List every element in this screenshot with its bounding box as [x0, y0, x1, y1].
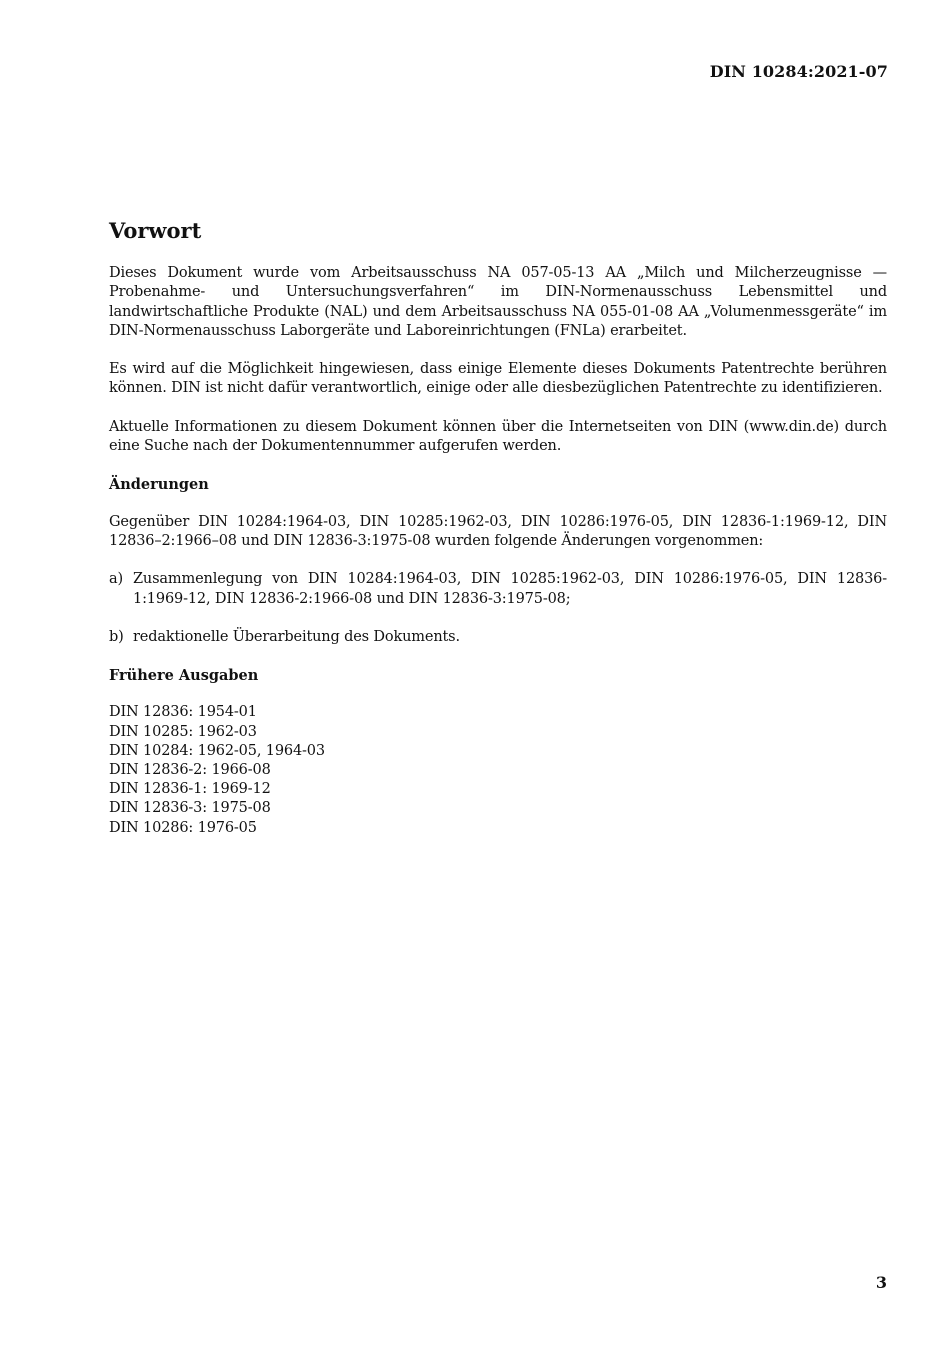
foreword-paragraph-information: Aktuelle Informationen zu diesem Dokument können über die Internetseiten von DIN (www.din.de) durch eine Suche nach der Dokumentennummer aufgerufen werden.: [109, 418, 887, 455]
list-item-marker: a): [109, 571, 124, 588]
list-item: [109, 628, 887, 647]
foreword-paragraph-patents: Es wird auf die Möglichkeit hingewiesen, dass einige Elemente dieses Dokuments Patentrechte berühren können. DIN ist nicht dafür verantwortlich, einige oder alle diesbezüglichen Patentrechte zu identifizieren.: [109, 361, 887, 397]
list-item: DIN 10286: 1976-05: [109, 819, 257, 836]
list-item: DIN 10284: 1962-05, 1964-03: [109, 742, 325, 759]
foreword-title: Vorwort: [109, 218, 202, 243]
list-item: [109, 570, 887, 609]
foreword-paragraph-committee: Dieses Dokument wurde vom Arbeitsausschuss NA 057-05-13 AA „Milch und Milcherzeugnisse — Probenahme- und Untersuchungsverfahren“ im DIN-Normenausschuss Lebensmittel und landwirtschaftliche Produkte (NAL) und dem Arbeitsausschuss NA 055-01-08 AA „Volumenmessgeräte“ im DIN-Normenausschuss Laborgeräte und Laboreinrichtungen (FNLa) erarbeitet.: [109, 265, 887, 339]
changes-intro: Gegenüber DIN 10284:1964-03, DIN 10285:1962-03, DIN 10286:1976-05, DIN 12836-1:1969-12, DIN 12836–2:1966–08 und DIN 12836-3:1975-08 wurden folgende Änderungen vorgenommen:: [109, 513, 887, 549]
document-id-header: DIN 10284:2021-07: [709, 62, 888, 81]
earlier-editions-list: [109, 703, 887, 837]
list-item: DIN 10285: 1962-03: [109, 723, 257, 740]
list-item: DIN 12836-3: 1975-08: [109, 800, 271, 817]
changes-heading: Änderungen: [109, 476, 209, 494]
list-item-text: Zusammenlegung von DIN 10284:1964-03, DIN 10285:1962-03, DIN 10286:1976-05, DIN 12836-1:1969-12, DIN 12836-2:1966-08 und DIN 12836-3:1975-08;: [133, 571, 887, 607]
list-item: DIN 12836: 1954-01: [109, 704, 257, 721]
page-number: 3: [875, 1273, 887, 1292]
earlier-editions-heading: Frühere Ausgaben: [109, 667, 259, 685]
list-item: DIN 12836-2: 1966-08: [109, 762, 271, 779]
list-item: DIN 12836-1: 1969-12: [109, 781, 271, 798]
changes-list: [109, 570, 887, 647]
list-item-marker: b): [109, 628, 124, 645]
list-item-text: redaktionelle Überarbeitung des Dokuments.: [133, 628, 460, 645]
document-body: [109, 216, 887, 838]
